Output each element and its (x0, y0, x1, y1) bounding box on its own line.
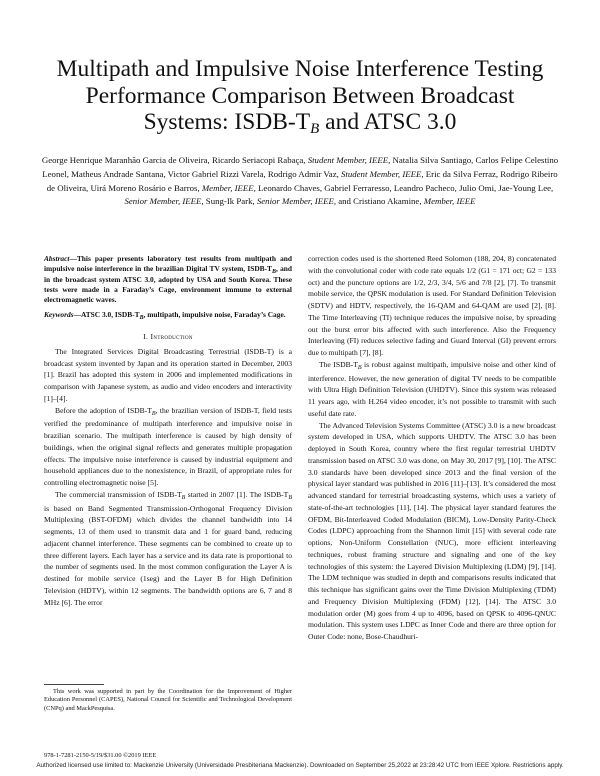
author-segment: , Sung-Ik Park, (201, 196, 257, 207)
author-role: Student Member, IEEE (307, 155, 389, 165)
license-notice: Authorized licensed use limited to: Mackenzie University (Universidade Presbiteriana Mackenzie). Downloaded on September 25,2022 at 23:28:42 UTC from IEEE Xplore. Restrictions apply. (36, 762, 564, 769)
author-role: Student Member, IEEE (341, 168, 422, 179)
intro-paragraph-3 (44, 489, 292, 609)
subscript: B (357, 364, 362, 371)
subscript: B (151, 410, 156, 417)
text-run: is robust against multipath, impulsive noise and other kind of interference. However, the new generation of digital TV needs to be compatible with Ultra High Definition Television (UHDTV). Since this system was released 11 years ago, with H.264 video encoder, it’s not possible to transmit with such useful date rate. (308, 359, 556, 418)
author-role: Member, IEEE (423, 196, 476, 207)
text-run: started in 2007 [1]. The ISDB-T (185, 489, 289, 499)
abstract-text-2: , and in the broadcast system ATSC 3.0, adopted by USA and South Korea. These tests were made in a Faraday’s Cage, environment immune to external electromagnetic waves. (44, 263, 292, 304)
intro-paragraph-2 (44, 405, 292, 489)
author-segment: , and Cristiano Akamine, (333, 196, 424, 207)
keywords-text: —ATSC 3.0, ISDB-T (73, 309, 140, 319)
section-heading-introduction: I. Introduction (143, 332, 193, 342)
abstract-subscript: B (271, 268, 276, 275)
abstract (44, 254, 292, 305)
right-column (308, 253, 556, 643)
keywords-text-2: , multipath, impulsive noise, Faraday’s Cage. (143, 309, 286, 319)
copyright-line: 978-1-7281-2150-5/19/$31.00 ©2019 IEEE (44, 752, 157, 759)
text-run: Before the adoption of ISDB-T (55, 405, 152, 415)
right-paragraph-3: The Advanced Television Systems Committee (ATSC) 3.0 is a new broadcast system developed in USA, which supports UHDTV. The ATSC 3.0 has been deployed in South Korea, country where the first regular terrestrial UHDTV transmission based on ATSC 3.0 was done, on May 30, 2017 [9], [10]. The ATSC 3.0 standards have been developed since 2013 and the final version of the physical layer standard was published in 2016 [11]–[13]. It’s considered the most advanced standard for terrestrial broadcasting systems, which uses a variety of state-of-the-art technologies [11], [14]. The physical layer standard features the OFDM, Bit-Interleaved Coded Modulation (BICM), Low-Density Parity-Check Codes (LDPC) approaching from the Shannon limit [15] with several code rate options, Non-Uniform Constellation (NUC), more efficient interleaving techniques, robust framing structure and signaling and one of the key technologies of this system: the Layered Division Multiplexing (LDM) [9], [14]. The LDM technique was studied in depth and comparisons results indicated that this technique has significant gains over the Time Division Multiplexing (TDM) and Frequency Division Multiplexing (FDM) [12], [14]. The ATSC 3.0 modulation order (M) goes from 4 up to 4096, based on QPSK to 4096-QNUC modulation. This system uses LDPC as Inner Code and there are three option for Outer Code: none, Bose-Chaudhuri- (308, 420, 556, 641)
right-paragraph-1: correction codes used is the shortened Reed Solomon (188, 204, 8) concatenated with the convolutional coder with code rate equals 1/2 (G1 = 171 oct; G2 = 133 oct) and the puncture options are 1/2, 2/3, 3/4, 5/6 and 7/8 [2], [7]. To transmit mobile service, the QPSK modulation is used. For Standard Definition Television (SDTV) and HDTV, respectively, the 16-QAM and 64-QAM are used [2], [8]. The Time Interleaving (TI) technique reduces the impulsive noise, by spreading out the burst error bits affected with such interference. Also the Frequency Interleaving (FI) reduces selective fading and Guard Interval (GI) prevent errors due to multipath [7], [8]. (308, 254, 556, 357)
title-line-1: Multipath and Impulsive Noise Interference Testing (56, 56, 544, 82)
author-segment: , Leonardo Chaves, Gabriel Ferraresso, Leandro Pacheco, Julio Omi, Jae-Young Lee, (253, 182, 554, 193)
keywords-subscript: B (139, 314, 144, 321)
footnote-rule (44, 684, 104, 685)
author-segment: , Eric da Silva Ferraz, Rodrigo Ribeiro de Oliveira, Uirá Moreno Rosário e Barros, (46, 168, 558, 193)
subscript: B (181, 494, 186, 501)
intro-paragraph-1: The Integrated Services Digital Broadcasting Terrestrial (ISDB-T) is a broadcast system invented by Japan and its operation started in December, 2003 [1]. Brazil has adopted this system in 2006 and implemented modifications in comparison with Japanese system, as audio and video encoders and interactivity [1]–[4]. (44, 346, 292, 403)
keywords (44, 310, 292, 322)
right-paragraph-2 (308, 359, 556, 420)
title-line-3-suffix: and ATSC 3.0 (319, 109, 457, 135)
keywords-lead: Keywords (44, 309, 74, 319)
author-list (40, 154, 560, 209)
left-column (44, 254, 292, 608)
author-role: Member, IEEE (201, 182, 254, 193)
paper-title (40, 56, 560, 139)
title-line-2: Performance Comparison Between Broadcast (85, 82, 515, 109)
abstract-text: —This paper presents laboratory test results from multipath and impulsive noise interference in the brazilian Digital TV system, ISDB-T (44, 254, 292, 273)
funding-footnote: This work was supported in part by the Coordination for the Improvement of Higher Education Personnel (CAPES), National Council for Scientific and Technological Development (CNPq) and MackPesquisa. (44, 688, 292, 712)
author-segment: , Natalia Silva Santiago, Carlos Felipe Celestino Leonel, Matheus Andrade Santana, Victor Gabriel Rizzi Varela, Rodrigo Admir Vaz, (42, 155, 559, 179)
subscript: B (288, 494, 292, 501)
author-role: Senior Member, IEEE (124, 196, 202, 207)
text-run: The ISDB-T (319, 359, 358, 369)
title-line-3-prefix: Systems: ISDB-T (143, 109, 311, 135)
author-role: Senior Member, IEEE (256, 196, 334, 207)
author-segment: George Henrique Maranhão Garcia de Oliveira, Ricardo Seriacopi Rabaça, (41, 155, 308, 165)
title-subscript: B (310, 121, 320, 137)
text-run: is based on Band Segmented Transmission-Orthogonal Frequency Division Multiplexing (BST-OFDM) which divides the channel bandwidth into 14 segments, 13 of them used to transmit data and 1 for guard band, reducing adjacent channel interference. These segments can be combined to create up to three different layers. Each layer has a service and its data rate is proportional to the number of segments used. In the most common configuration the Layer A is destined for mobile service (1seg) and the Layer B for High Definition Television (HDTV), within 12 segments. The bandwidth options are 6, 7 and 8 MHz [6]. The error (44, 503, 292, 607)
text-run: , the brazilian version of ISDB-T, field tests verified the predominance of multipath interference and impulsive noise in brazilian scenario. The multipath interference is caused by high density of buildings, when the original signal reflects and generates multiple propagation effects. The impulsive noise interference is caused by industrial equipment and household appliances due to the nonexistence, in Brazil, of appropriate rules for controlling electromagnetic noise [5]. (44, 405, 292, 488)
text-run: The commercial transmission of ISDB-T (55, 489, 182, 499)
abstract-lead: Abstract (44, 254, 70, 263)
